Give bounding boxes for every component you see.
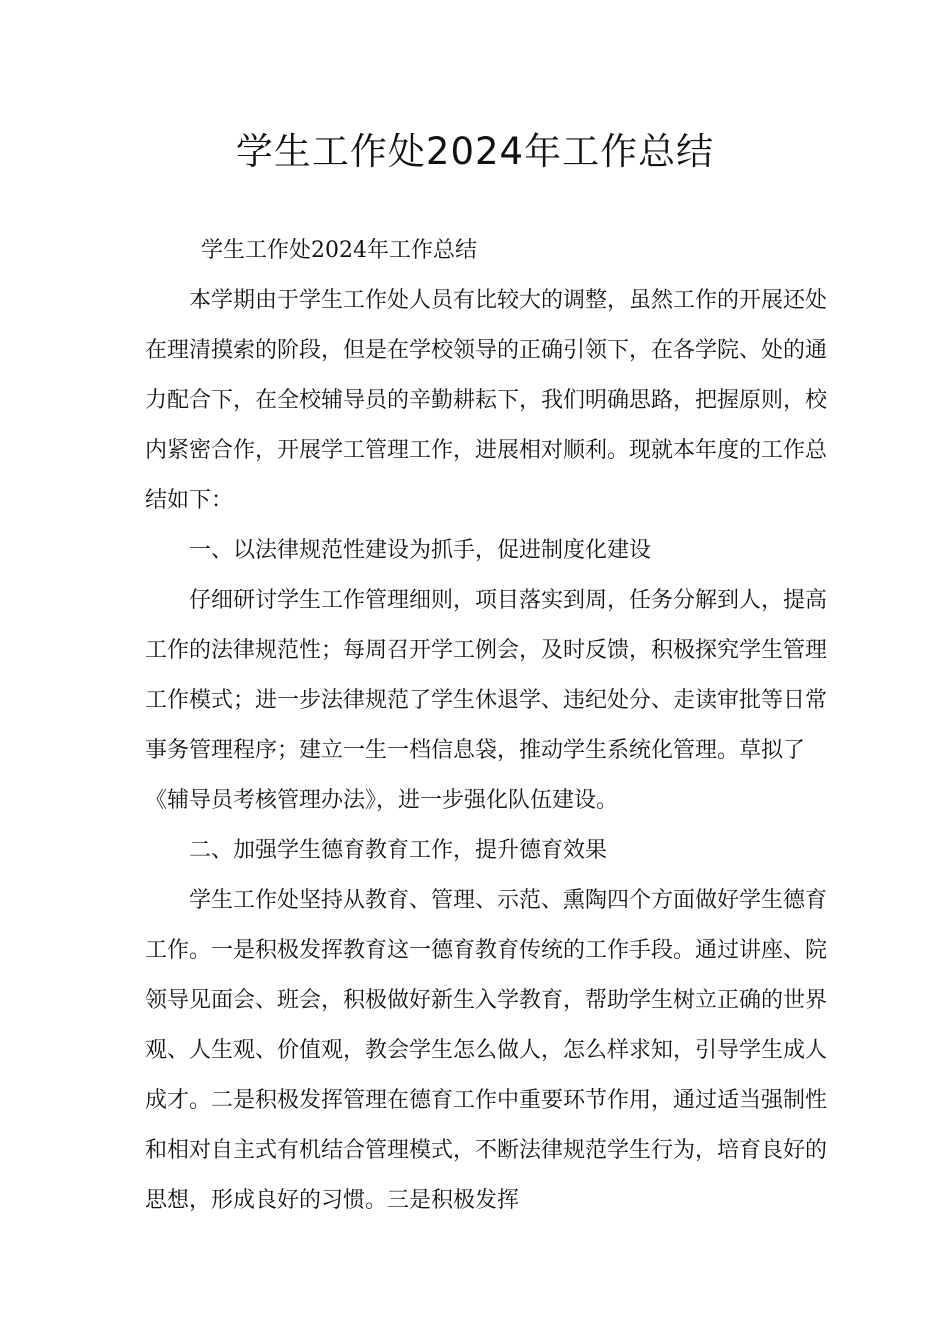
document-body <box>145 226 835 1226</box>
section-heading-2: 二、加强学生德育教育工作，提升德育效果 <box>189 838 608 863</box>
paragraph-section-2: 学生工作处坚持从教育、管理、示范、熏陶四个方面做好学生德育工作。一是积极发挥教育这一德育教育传统的工作手段。通过讲座、院领导见面会、班会，积极做好新生入学教育，帮助学生树立正确的世界观、人生观、价值观，教会学生怎么做人，怎么样求知，引导学生成人成才。二是积极发挥管理在德育工作中重要环节作用，通过适当强制性和相对自主式有机结合管理模式，不断法律规范学生行为，培育良好的思想，形成良好的习惯。三是积极发挥 <box>145 888 828 1213</box>
document-subtitle: 学生工作处2024年工作总结 <box>201 238 477 263</box>
section-heading-1: 一、以法律规范性建设为抓手，促进制度化建设 <box>189 538 652 563</box>
document-title: 学生工作处2024年工作总结 <box>235 130 715 173</box>
paragraph-intro: 本学期由于学生工作处人员有比较大的调整，虽然工作的开展还处在理清摸索的阶段，但是在学校领导的正确引领下，在各学院、处的通力配合下，在全校辅导员的辛勤耕耘下，我们明确思路，把握原则，校内紧密合作，开展学工管理工作，进展相对顺利。现就本年度的工作总结如下： <box>145 288 828 513</box>
paragraph-section-1: 仔细研讨学生工作管理细则，项目落实到周，任务分解到人，提高工作的法律规范性；每周召开学工例会，及时反馈，积极探究学生管理工作模式；进一步法律规范了学生休退学、违纪处分、走读审批等日常事务管理程序；建立一生一档信息袋，推动学生系统化管理。草拟了《辅导员考核管理办法》，进一步强化队伍建设。 <box>145 588 828 813</box>
